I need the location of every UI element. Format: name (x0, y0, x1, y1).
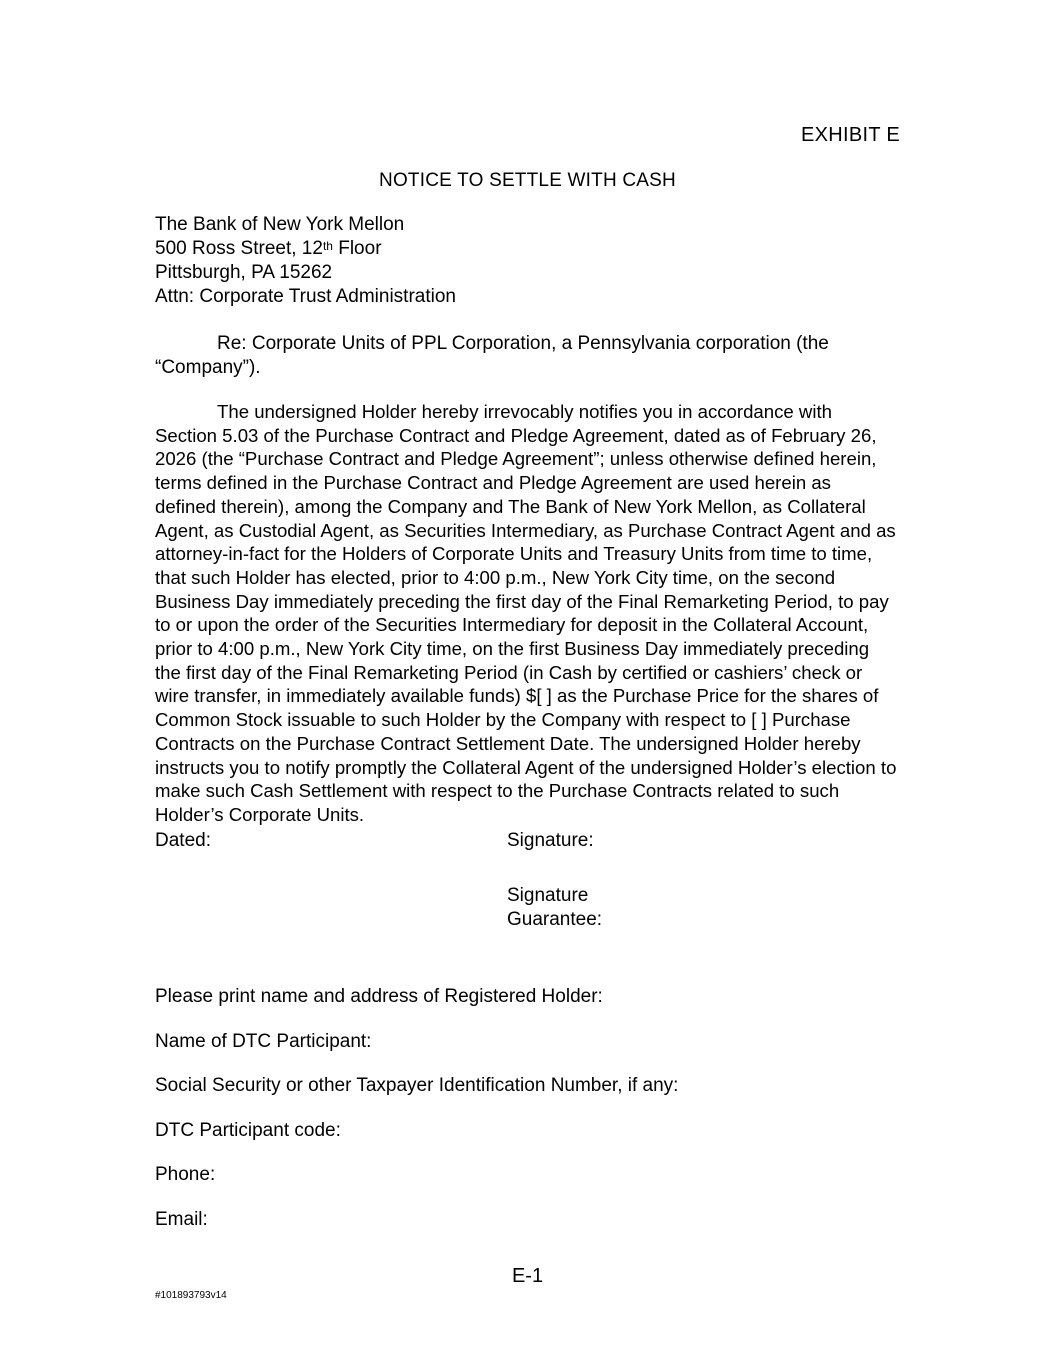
address-line-3: Pittsburgh, PA 15262 (155, 262, 333, 283)
notice-body-text: The undersigned Holder hereby irrevocably notifies you in accordance with Section 5.03 of the Purchase Contract and Pledge Agreement, dated as of February 26, 2026 (the “Purchase Contract and Pledge Agreement”; unless otherwise defined herein, terms defined in the Purchase Contract and Pledge Agreement are used herein as defined therein), among the Company and The Bank of New York Mellon, as Collateral Agent, as Custodial Agent, as Securities Intermediary, as Purchase Contract Agent and as attorney-in-fact for the Holders of Corporate Units and Treasury Units from time to time, that such Holder has elected, prior to 4:00 p.m., New York City time, on the second Business Day immediately preceding the first day of the Final Remarketing Period, to pay to or upon the order of the Securities Intermediary for deposit in the Collateral Account, prior to 4:00 p.m., New York City time, on the first Business Day immediately preceding the first day of the Final Remarketing Period (in Cash by certified or cashiers’ check or wire transfer, in immediately available funds) $[ ] as the Purchase Price for the shares of Common Stock issuable to such Holder by the Company with respect to [ ] Purchase Contracts on the Purchase Contract Settlement Date. The undersigned Holder hereby instructs you to notify promptly the Collateral Agent of the undersigned Holder’s election to make such Cash Settlement with respect to the Purchase Contracts related to such Holder’s Corporate Units. (155, 401, 897, 825)
address-line-1: The Bank of New York Mellon (155, 214, 405, 235)
exhibit-label: EXHIBIT E (800, 124, 900, 146)
page-number: E-1 (511, 1265, 544, 1287)
tax-id-field: Social Security or other Taxpayer Identification Number, if any: (155, 1075, 679, 1096)
re-line (155, 332, 895, 380)
signature-guarantee-label-line2: Guarantee: (507, 909, 603, 930)
re-text: Re: Corporate Units of PPL Corporation, a Pennsylvania corporation (the “Company”). (155, 333, 829, 378)
notice-body-paragraph (155, 400, 897, 827)
dtc-participant-field: Name of DTC Participant: (155, 1031, 372, 1052)
signature-label: Signature: (507, 830, 594, 851)
registered-holder-field: Please print name and address of Registered Holder: (155, 986, 603, 1007)
address-line-2 (155, 237, 382, 261)
document-id: #101893793v14 (155, 1290, 227, 1301)
document-title: NOTICE TO SETTLE WITH CASH (379, 170, 676, 191)
address-floor: Floor (332, 238, 382, 259)
email-field: Email: (155, 1209, 208, 1230)
address-street: 500 Ross Street, 12 (155, 238, 323, 259)
phone-field: Phone: (155, 1164, 216, 1185)
signature-guarantee-label-line1: Signature (507, 885, 589, 906)
address-ordinal: th (322, 239, 333, 253)
dated-label: Dated: (155, 830, 211, 851)
dtc-code-field: DTC Participant code: (155, 1120, 341, 1141)
address-line-4: Attn: Corporate Trust Administration (155, 286, 456, 307)
